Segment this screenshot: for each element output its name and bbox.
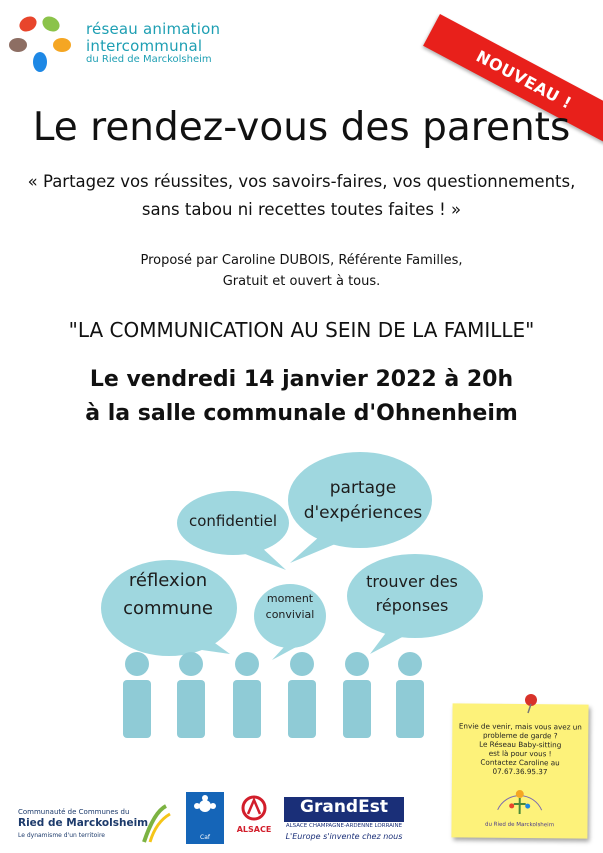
cc-line2: Ried de Marckolsheim (18, 817, 149, 829)
people-icons (123, 652, 424, 738)
babysitting-sticky-note (451, 703, 588, 838)
alsace-logo-icon (232, 794, 276, 844)
cc-line1: Communauté de Communes du (18, 808, 130, 816)
org-name-line3: du Ried de Marckolsheim (86, 54, 212, 65)
bubble-moment-line1: moment (266, 592, 314, 605)
note-line3: Le Réseau Baby-sitting (479, 739, 562, 750)
grandest-tagline: L'Europe s'invente chez nous (285, 832, 403, 841)
event-date: Le vendredi 14 janvier 2022 à 20h (89, 367, 514, 392)
person-icon (177, 652, 205, 738)
person-icon (288, 652, 316, 738)
quote-line2: sans tabou ni recettes toutes faites ! » (141, 200, 462, 219)
event-theme: "LA COMMUNICATION AU SEIN DE LA FAMILLE" (68, 318, 535, 342)
person-icon (343, 652, 371, 738)
person-icon (396, 652, 424, 738)
proposed-by: Proposé par Caroline DUBOIS, Référente Familles, (140, 253, 463, 268)
pushpin-icon (520, 692, 542, 714)
bubble-partage-line2: d'expériences (303, 503, 423, 523)
caf-label: Caf (200, 834, 210, 841)
ribbon-label: NOUVEAU ! (473, 46, 576, 113)
org-name-line1: réseau animation (86, 20, 221, 38)
person-icon (123, 652, 151, 738)
page-title: Le rendez-vous des parents (32, 105, 571, 150)
bubble-partage-line1: partage (329, 478, 397, 498)
bubble-reflexion-line2: commune (123, 598, 213, 619)
bubble-trouver-line2: réponses (375, 596, 449, 615)
quote-line1: « Partagez vos réussites, vos savoirs-faires, vos questionnements, (27, 172, 576, 191)
alsace-label: ALSACE (236, 825, 272, 834)
bubble-reflexion-line1: réflexion (128, 570, 208, 591)
free-open-text: Gratuit et ouvert à tous. (222, 274, 381, 289)
grandest-label: GrandEst (300, 797, 388, 817)
bubble-trouver-line1: trouver des (366, 572, 458, 591)
bubble-confidentiel: confidentiel (188, 512, 278, 530)
person-icon (233, 652, 261, 738)
cc-line3: Le dynamisme d'un territoire (18, 832, 105, 839)
org-name-line2: intercommunal (86, 37, 203, 55)
hands-logo-icon (6, 12, 76, 74)
note-line2: probleme de garde ? (482, 730, 558, 741)
note-caption: du Ried de Marckolsheim (484, 821, 555, 829)
bubble-moment-line2: convivial (265, 608, 315, 621)
babysitting-logo-icon (488, 770, 553, 829)
grandest-subtitle: ALSACE CHAMPAGNE-ARDENNE LORRAINE (285, 823, 403, 829)
note-line1: Envie de venir, mais vous avez un (458, 721, 582, 732)
note-contact: Contactez Caroline au 07.67.36.95.37 (480, 757, 560, 777)
event-place: à la salle communale d'Ohnenheim (85, 401, 518, 426)
note-line4: est là pour vous ! (488, 748, 552, 759)
caf-flower-icon (186, 792, 224, 822)
